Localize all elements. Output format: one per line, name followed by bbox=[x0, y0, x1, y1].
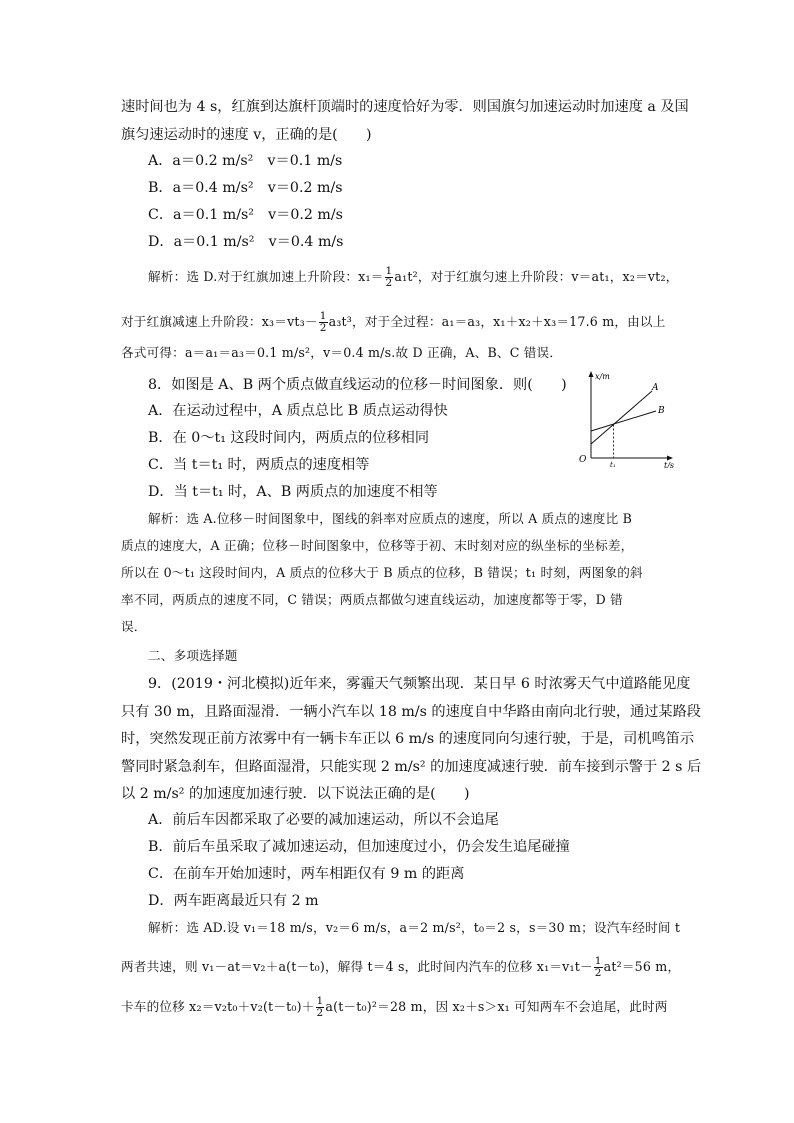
q9-stem-line-1: 9．(2019・河北模拟)近年来，雾霾天气频繁出现．某日早 6 时浓雾天气中道路能见度 bbox=[148, 676, 691, 692]
q7-solution-text: a₁t²，对于红旗匀速上升阶段：v＝at₁，x₂＝vt₂， bbox=[394, 269, 679, 285]
q9-option-d: D．两车距离最近只有 2 m bbox=[148, 893, 319, 909]
q9-solution-line-2 bbox=[121, 956, 680, 979]
q9-solution-line-3 bbox=[121, 996, 668, 1019]
q8-solution-line-4: 率不同，两质点的速度不同，C 错误；两质点都做匀速直线运动，加速度都等于零，D 错 bbox=[121, 592, 623, 607]
q9-option-c: C．在前车开始加速时，两车相距仅有 9 m 的距离 bbox=[148, 866, 465, 882]
line-b-label: B bbox=[658, 406, 665, 416]
fraction-denominator: 2 bbox=[316, 1007, 324, 1020]
q7-option-b: B．a＝0.4 m/s² v＝0.2 m/s bbox=[148, 180, 343, 196]
q8-option-d: D．当 t＝t₁ 时，A、B 两质点的加速度不相等 bbox=[148, 484, 438, 500]
q8-option-b: B．在 0～t₁ 这段时间内，两质点的位移相同 bbox=[148, 430, 430, 446]
fraction-denominator: 2 bbox=[594, 967, 602, 980]
q9-solution-text: at²＝56 m， bbox=[603, 959, 681, 975]
line-a-label: A bbox=[652, 383, 659, 393]
q7-solution-text: a₃t³，对于全过程：a₁＝a₃，x₁＋x₂＋x₃＝17.6 m，由以上 bbox=[328, 314, 666, 330]
q8-option-a: A．在运动过程中，A 质点总比 B 质点运动得快 bbox=[148, 403, 448, 419]
q9-stem-line-2: 只有 30 m，且路面湿滑．一辆小汽车以 18 m/s 的速度自中华路由南向北行驶，通过某路段 bbox=[121, 704, 701, 720]
fraction-one-half bbox=[316, 996, 325, 1019]
origin-label: O bbox=[579, 455, 587, 465]
fraction-one-half bbox=[385, 266, 394, 289]
q7-solution-line-1 bbox=[148, 266, 678, 289]
q8-solution-line-3: 所以在 0～t₁ 这段时间内，A 质点的位移大于 B 质点的位移，B 错误；t₁ 时刻，两图象的斜 bbox=[121, 565, 643, 580]
displacement-time-graph bbox=[570, 368, 680, 468]
x-axis-arrow bbox=[667, 456, 673, 461]
q7-solution-text: 解析：选 D.对于红旗加速上升阶段：x₁＝ bbox=[148, 269, 384, 285]
q9-solution-line-1: 解析：选 AD.设 v₁＝18 m/s，v₂＝6 m/s，a＝2 m/s²，t₀＝2 s，s＝30 m；设汽车经时间 t bbox=[148, 920, 681, 935]
y-axis-label: x/m bbox=[595, 372, 610, 381]
q7-stem-line-1: 速时间也为 4 s，红旗到达旗杆顶端时的速度恰好为零．则国旗匀加速运动时加速度 a 及国 bbox=[121, 99, 689, 115]
fraction-numerator: 1 bbox=[385, 265, 393, 277]
fraction-denominator: 2 bbox=[319, 322, 327, 335]
fraction-one-half bbox=[319, 311, 328, 334]
q7-solution-text: 对于红旗减速上升阶段：x₃＝vt₃－ bbox=[121, 314, 318, 330]
q7-stem-line-2: 旗匀速运动时的速度 v，正确的是( ) bbox=[121, 127, 372, 143]
fraction-one-half bbox=[594, 956, 603, 979]
q9-stem-line-3: 时，突然发现正前方浓雾中有一辆卡车正以 6 m/s 的速度同向匀速行驶，于是，司机鸣笛示 bbox=[121, 731, 695, 747]
section-heading: 二、多项选择题 bbox=[148, 648, 238, 663]
q8-solution-line-2: 质点的速度大，A 正确；位移－时间图象中，位移等于初、末时刻对应的纵坐标的坐标差， bbox=[121, 538, 634, 553]
fraction-denominator: 2 bbox=[385, 277, 393, 290]
y-axis-arrow bbox=[589, 371, 594, 377]
t1-tick-label: t₁ bbox=[610, 461, 616, 468]
fraction-numerator: 1 bbox=[594, 955, 602, 967]
q9-solution-text: 卡车的位移 x₂＝v₂t₀＋v₂(t－t₀)＋ bbox=[121, 999, 315, 1015]
q8-option-c: C．当 t＝t₁ 时，两质点的速度相等 bbox=[148, 457, 370, 473]
line-b bbox=[591, 411, 656, 431]
line-a bbox=[591, 391, 652, 444]
q7-option-a: A．a＝0.2 m/s² v＝0.1 m/s bbox=[148, 153, 343, 169]
fraction-numerator: 1 bbox=[319, 310, 327, 322]
q9-stem-line-5: 以 2 m/s² 的加速度加速行驶．以下说法正确的是( ) bbox=[121, 786, 470, 802]
x-axis-label: t/s bbox=[664, 461, 675, 468]
q9-stem-line-4: 警同时紧急刹车，但路面湿滑，只能实现 2 m/s² 的加速度减速行驶．前车接到示警于 2 s 后 bbox=[121, 759, 702, 775]
q7-solution-line-2 bbox=[121, 311, 666, 334]
q9-solution-text: 两者共速，则 v₁－at＝v₂＋a(t－t₀)，解得 t＝4 s，此时间内汽车的位移 x₁＝v₁t－ bbox=[121, 959, 593, 975]
q8-solution-line-5: 误． bbox=[121, 619, 147, 634]
fraction-numerator: 1 bbox=[316, 995, 324, 1007]
q7-option-c: C．a＝0.1 m/s² v＝0.2 m/s bbox=[148, 207, 343, 223]
q8-stem: 8．如图是 A、B 两个质点做直线运动的位移－时间图象．则( ) bbox=[148, 377, 567, 393]
q8-solution-line-1: 解析：选 A.位移－时间图象中，图线的斜率对应质点的速度，所以 A 质点的速度比 B bbox=[148, 511, 633, 526]
q7-option-d: D．a＝0.1 m/s² v＝0.4 m/s bbox=[148, 234, 344, 250]
q9-solution-text: a(t－t₀)²＝28 m，因 x₂＋s＞x₁ 可知两车不会追尾，此时两 bbox=[325, 999, 668, 1015]
q9-option-a: A．前后车因都采取了必要的减加速运动，所以不会追尾 bbox=[148, 812, 499, 828]
q9-option-b: B．前后车虽采取了减加速运动，但加速度过小，仍会发生追尾碰撞 bbox=[148, 839, 570, 855]
q7-solution-line-3: 各式可得：a＝a₁＝a₃＝0.1 m/s²，v＝0.4 m/s.故 D 正确，A、B、C 错误． bbox=[121, 345, 563, 360]
